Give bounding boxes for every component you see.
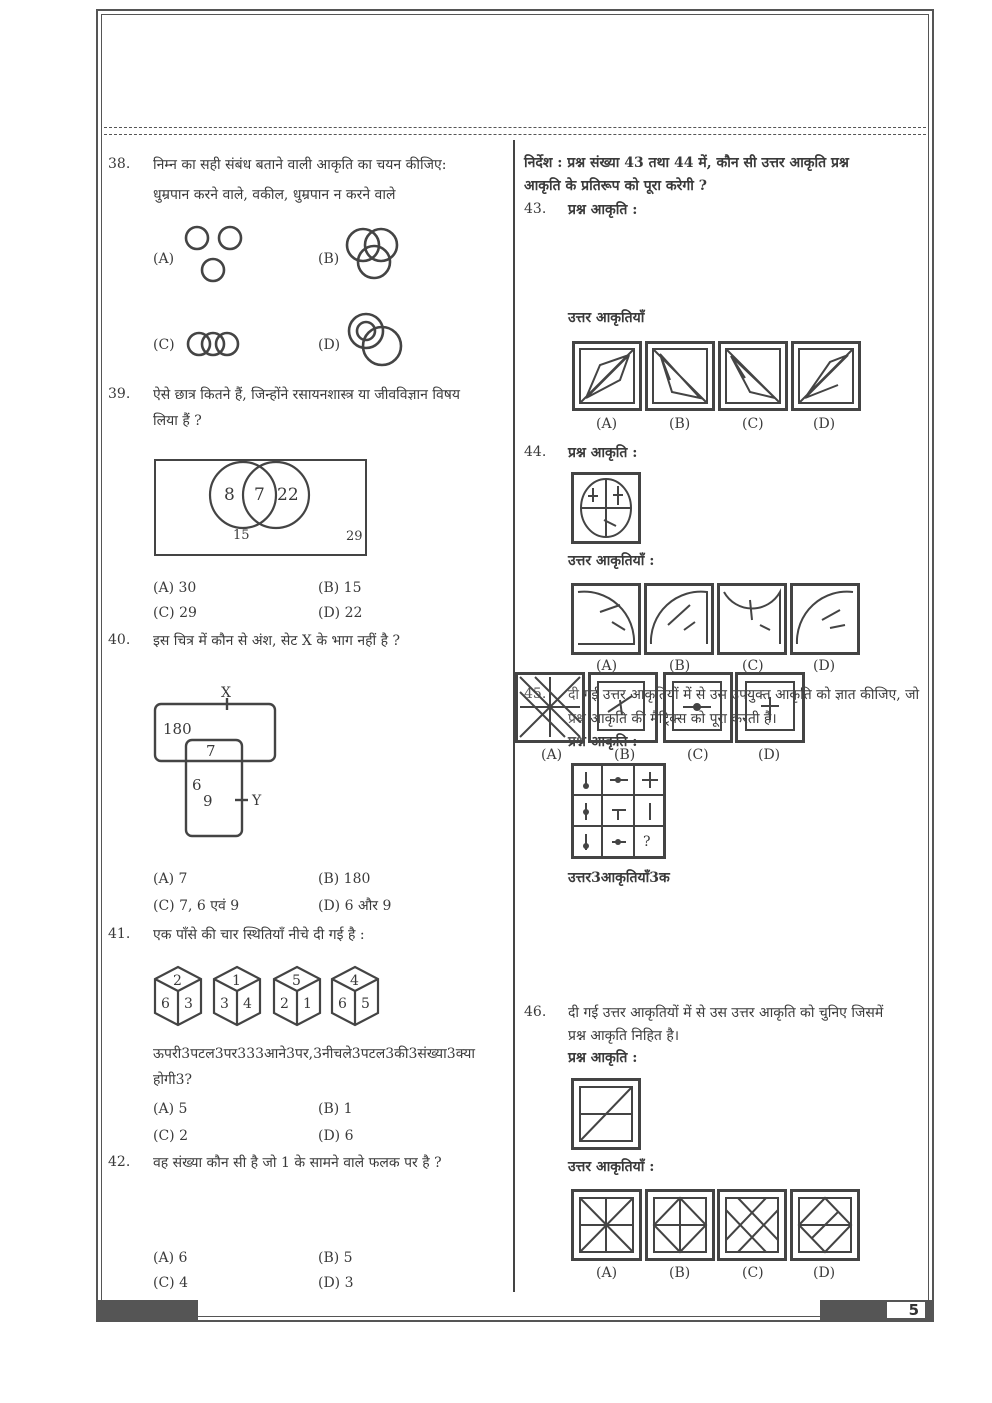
q38-number: 38.	[108, 156, 131, 172]
q43-number: 43.	[524, 201, 547, 217]
q45-label-d: (D)	[758, 747, 781, 763]
q40-label-x: X	[221, 685, 231, 701]
q43-label-c: (C)	[742, 416, 764, 432]
die1-top: 2	[173, 973, 182, 989]
q45-question-mark: ?	[643, 834, 651, 850]
q40-value-9: 9	[203, 792, 213, 810]
q44-number: 44.	[524, 444, 547, 460]
q42-text: वह संख्या कौन सी है जो 1 के सामने वाले फलक पर है ?	[153, 1155, 442, 1171]
q44-uttar-label: उत्तर आकृतियाँ :	[568, 553, 655, 569]
q40-label-y: Y	[252, 793, 262, 809]
q43-label-a: (A)	[596, 416, 618, 432]
q40-option-a: (A) 7	[153, 871, 188, 887]
die2-right: 4	[243, 996, 252, 1012]
q46-prashna-label: प्रश्न आकृति :	[568, 1050, 638, 1066]
q39-venn-right: 22	[277, 485, 299, 505]
q40-text: इस चित्र में कौन से अंश, सेट X के भाग नहीं है ?	[153, 633, 400, 649]
q39-text-line2: लिया हैं ?	[153, 413, 202, 429]
q44-label-a: (A)	[596, 658, 618, 674]
q43-prashna-label: प्रश्न आकृति :	[568, 202, 638, 218]
die4-right: 5	[361, 996, 370, 1012]
q45-text-line2: प्रश्न आकृति की मैट्रिक्स को पूरा करती है।	[568, 711, 777, 727]
q41-number: 41.	[108, 926, 131, 942]
q39-option-c: (C) 29	[153, 605, 197, 621]
q38-option-d: (D)	[318, 337, 341, 353]
q42-option-a: (A) 6	[153, 1250, 188, 1266]
die3-left: 2	[280, 996, 289, 1012]
q39-venn-left: 8	[224, 485, 235, 505]
die3-right: 1	[303, 996, 312, 1012]
q42-option-d: (D) 3	[318, 1275, 354, 1291]
q40-value-180: 180	[163, 720, 192, 738]
q39-option-b: (B) 15	[318, 580, 362, 596]
q39-text-line1: ऐसे छात्र कितने हैं, जिन्होंने रसायनशास्त्र या जीवविज्ञान विषय	[153, 387, 460, 403]
q40-option-c: (C) 7, 6 एवं 9	[153, 898, 240, 914]
q41-option-a: (A) 5	[153, 1101, 188, 1117]
q45-uttar-label: उत्तर3आकृतियाँ3क	[568, 870, 670, 886]
die2-left: 3	[220, 996, 229, 1012]
q46-label-b: (B)	[669, 1265, 691, 1281]
q38-option-c: (C)	[153, 337, 175, 353]
q42-number: 42.	[108, 1154, 131, 1170]
q45-label-c: (C)	[687, 747, 709, 763]
q46-label-c: (C)	[742, 1265, 764, 1281]
q44-label-c: (C)	[742, 658, 764, 674]
die4-top: 4	[350, 973, 359, 989]
q41-option-b: (B) 1	[318, 1101, 353, 1117]
q42-option-b: (B) 5	[318, 1250, 353, 1266]
q45-label-b: (B)	[614, 747, 636, 763]
q46-text-line1: दी गई उत्तर आकृतियों में से उस उत्तर आकृति को चुनिए जिसमें	[568, 1005, 884, 1021]
q38-option-b: (B)	[318, 251, 340, 267]
q46-text-line2: प्रश्न आकृति निहित है।	[568, 1028, 680, 1044]
q41-text: एक पाँसे की चार स्थितियाँ नीचे दी गई है :	[153, 927, 365, 943]
q38-option-a: (A)	[153, 251, 175, 267]
q43-uttar-label: उत्तर आकृतियाँ	[568, 310, 645, 326]
q46-label-a: (A)	[596, 1265, 618, 1281]
q43-label-d: (D)	[813, 416, 836, 432]
page-number: 5	[887, 1302, 925, 1318]
q45-text-line1: दी गई उत्तर आकृतियों में से उस उपयुक्त आकृति को ज्ञात कीजिए, जो	[568, 687, 920, 703]
q44-prashna-label: प्रश्न आकृति :	[568, 445, 638, 461]
q38-text-line1: निम्न का सही संबंध बताने वाली आकृति का चयन कीजिए:	[153, 157, 447, 173]
q43-label-b: (B)	[669, 416, 691, 432]
q40-option-b: (B) 180	[318, 871, 371, 887]
q39-venn-middle: 7	[254, 485, 265, 505]
directive-line1: निर्देश : प्रश्न संख्या 43 तथा 44 में, कौन सी उत्तर आकृति प्रश्न	[524, 155, 849, 171]
q39-venn-below: 15	[233, 528, 250, 543]
q39-option-a: (A) 30	[153, 580, 197, 596]
die4-left: 6	[338, 996, 347, 1012]
q46-number: 46.	[524, 1004, 547, 1020]
q45-label-a: (A)	[541, 747, 563, 763]
q44-label-d: (D)	[813, 658, 836, 674]
die1-right: 3	[184, 996, 193, 1012]
die2-top: 1	[232, 973, 241, 989]
q38-text-line2: धुम्रपान करने वाले, वकील, धुम्रपान न करने वाले	[153, 187, 396, 203]
directive-line2: आकृति के प्रतिरूप को पूरा करेगी ?	[524, 178, 707, 194]
q46-uttar-label: उत्तर आकृतियाँ :	[568, 1159, 655, 1175]
q40-number: 40.	[108, 632, 131, 648]
q41-option-d: (D) 6	[318, 1128, 354, 1144]
die3-top: 5	[292, 973, 301, 989]
q45-prashna-label: प्रश्न आकृति :	[568, 734, 638, 750]
q42-option-c: (C) 4	[153, 1275, 188, 1291]
q40-option-d: (D) 6 और 9	[318, 898, 392, 914]
q45-number: 45.	[524, 686, 547, 702]
q40-value-6: 6	[192, 776, 202, 794]
q39-number: 39.	[108, 386, 131, 402]
q44-label-b: (B)	[669, 658, 691, 674]
q41-option-c: (C) 2	[153, 1128, 188, 1144]
q41-sub-line1: ऊपरी3पटल3पर333आने3पर,3नीचले3पटल3की3संख्या3क्या	[153, 1046, 475, 1062]
q46-label-d: (D)	[813, 1265, 836, 1281]
q40-value-7: 7	[206, 742, 216, 760]
q41-sub-line2: होगी3?	[153, 1072, 192, 1088]
die1-left: 6	[161, 996, 170, 1012]
q39-option-d: (D) 22	[318, 605, 363, 621]
q39-venn-corner: 29	[346, 529, 363, 544]
